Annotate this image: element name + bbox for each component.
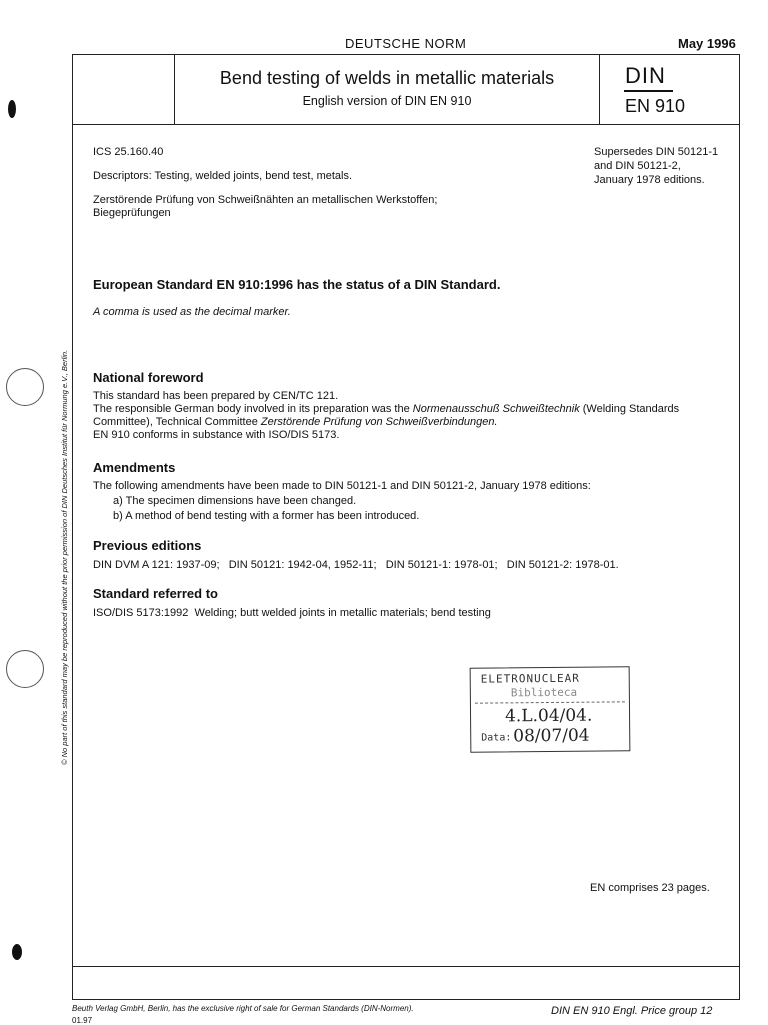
- document-subtitle: English version of DIN EN 910: [302, 94, 472, 108]
- title-divider: [72, 124, 740, 125]
- previous-editions-text: DIN DVM A 121: 1937-09; DIN 50121: 1942-04, 1952-11; DIN 50121-1: 1978-01; DIN 50121-2: 1978-01.: [93, 559, 619, 571]
- supersedes-line1: Supersedes DIN 50121-1: [594, 146, 719, 158]
- amendment-item: b) A method of bend testing with a former has been introduced.: [113, 510, 420, 522]
- punch-mark: [8, 100, 16, 118]
- copyright-side-note: © No part of this standard may be reproduced without the prior permission of DIN Deutsches Institut für Normung e.V., Berlin.: [60, 349, 69, 765]
- standard-referred-heading: Standard referred to: [93, 586, 218, 601]
- footer-publisher: Beuth Verlag GmbH, Berlin, has the exclusive right of sale for German Standards (DIN-Normen).: [72, 1004, 414, 1013]
- amendments-heading: Amendments: [93, 460, 176, 475]
- german-title-line2: Biegeprüfungen: [93, 207, 171, 219]
- stamp-handwritten-date: 08/07/04: [513, 725, 590, 747]
- stamp-line2: Biblioteca: [510, 685, 578, 700]
- amendments-intro: The following amendments have been made to DIN 50121-1 and DIN 50121-2, January 1978 editions:: [93, 480, 591, 492]
- footer-edition: 01.97: [72, 1016, 93, 1025]
- german-title-line1: Zerstörende Prüfung von Schweißnähten an metallischen Werkstoffen;: [93, 194, 438, 206]
- amendments-section: [93, 460, 591, 523]
- stamp-date-label: Data:: [481, 732, 512, 744]
- supersedes-line2: and DIN 50121-2,: [594, 160, 681, 172]
- punch-mark: [12, 944, 22, 960]
- document-title: Bend testing of welds in metallic materials: [219, 68, 555, 88]
- descriptors: Descriptors: Testing, welded joints, bend test, metals.: [93, 170, 353, 182]
- ics-code: ICS 25.160.40: [93, 146, 164, 158]
- foreword-line1: This standard has been prepared by CEN/TC 121.: [93, 390, 339, 402]
- bottom-divider: [72, 966, 740, 967]
- stamp-line1: ELETRONUCLEAR: [480, 671, 580, 686]
- standard-referred-text: ISO/DIS 5173:1992 Welding; butt welded joints in metallic materials; bend testing: [93, 607, 491, 619]
- stamp-rule: [475, 701, 625, 703]
- din-logo-rule: [624, 90, 673, 92]
- footer-reference: DIN EN 910 Engl. Price group 12: [551, 1005, 713, 1017]
- national-foreword-section: [93, 370, 733, 442]
- foreword-line4: EN 910 conforms in substance with ISO/DIS 5173.: [93, 429, 340, 441]
- previous-editions-heading: Previous editions: [93, 538, 202, 553]
- status-statement: European Standard EN 910:1996 has the status of a DIN Standard.: [93, 277, 501, 292]
- national-foreword-heading: National foreword: [93, 370, 204, 385]
- library-stamp: [470, 666, 631, 752]
- stamp-handwritten-number: 4.L.04/04.: [504, 705, 593, 727]
- previous-editions-section: [93, 538, 619, 572]
- punch-hole: [6, 650, 44, 688]
- page-count: EN comprises 23 pages.: [590, 882, 710, 894]
- title-box: [174, 55, 600, 124]
- amendment-item: a) The specimen dimensions have been changed.: [113, 495, 357, 507]
- punch-hole: [6, 368, 44, 406]
- header-norm: DEUTSCHE NORM: [345, 36, 467, 51]
- foreword-line2: The responsible German body involved in its preparation was the Normenausschuß Schweißtechnik (Welding Standards: [93, 403, 680, 415]
- supersedes-line3: January 1978 editions.: [594, 174, 705, 186]
- header-date: May 1996: [678, 36, 736, 51]
- din-number: EN 910: [625, 96, 686, 116]
- comma-note: A comma is used as the decimal marker.: [93, 306, 291, 318]
- din-logo: DIN: [625, 63, 666, 88]
- standard-referred-section: [93, 586, 491, 620]
- foreword-line3: Committee), Technical Committee Zerstörende Prüfung von Schweißverbindungen.: [93, 416, 498, 428]
